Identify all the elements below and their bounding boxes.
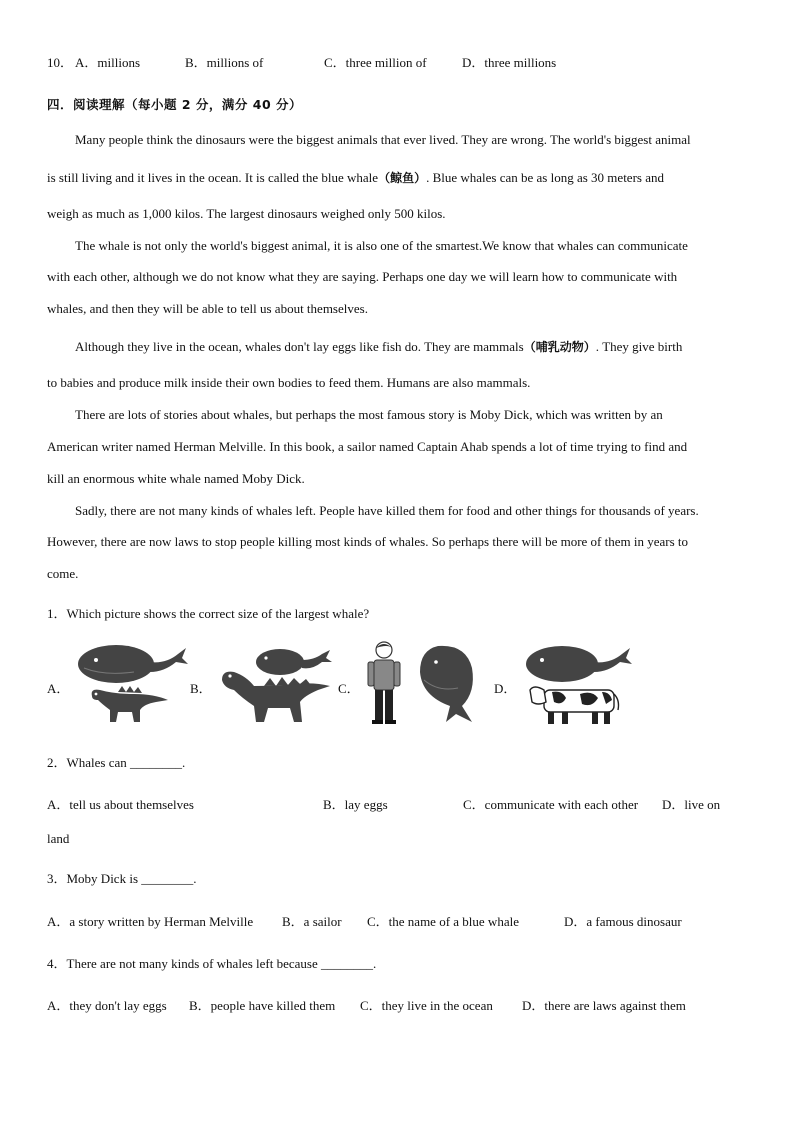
- section-title: 四．阅读理解（每小题 2 分，满分 40 分）: [47, 97, 303, 112]
- passage-p2-line2: with each other, although we do not know what they are saying. Perhaps one day we will learn how to communicate with: [47, 269, 678, 284]
- dinosaur-icon: [92, 686, 168, 722]
- passage-p5-line2: However, there are now laws to stop people killing most kinds of whales. So perhaps there will be more of them in years to: [47, 534, 689, 549]
- q4-option-c[interactable]: C．they live in the ocean: [360, 998, 493, 1013]
- q10-option-d[interactable]: D．three millions: [462, 55, 557, 70]
- q4-stem: 4．There are not many kinds of whales left because ________.: [47, 956, 377, 971]
- whale-icon: [526, 646, 632, 682]
- q1-picture-d[interactable]: [522, 642, 636, 728]
- q1-stem: 1．Which picture shows the correct size of the largest whale?: [47, 606, 370, 621]
- passage-p2-line1: The whale is not only the world's biggest animal, it is also one of the smartest.We know that whales can communicate: [75, 238, 688, 253]
- passage-p2-line3: whales, and then they will be able to tell us about themselves.: [47, 301, 368, 316]
- q1-picture-b[interactable]: [218, 646, 336, 728]
- passage-p1-line1: Many people think the dinosaurs were the biggest animals that ever lived. They are wrong. The world's biggest animal: [75, 132, 691, 147]
- q4-option-d[interactable]: D．there are laws against them: [522, 998, 686, 1013]
- q2-option-d[interactable]: D．live on: [662, 797, 721, 812]
- q2-option-d-wrap: land: [47, 831, 70, 846]
- passage-p1-line2-a: is still living and it lives in the ocean. It is called the blue whale: [47, 170, 379, 185]
- q1-label-c[interactable]: C．: [338, 681, 360, 696]
- passage-p3-line1-b: . They give birth: [595, 339, 683, 354]
- passage-p5-line1: Sadly, there are not many kinds of whales left. People have killed them for food and other things for thousands of years.: [75, 503, 699, 518]
- q1-picture-c[interactable]: [362, 640, 480, 728]
- q10-option-a[interactable]: A．millions: [75, 55, 141, 70]
- passage-p4-line3: kill an enormous white whale named Moby Dick.: [47, 471, 305, 486]
- whale-icon: [78, 645, 188, 683]
- q2-stem: 2．Whales can ________.: [47, 755, 186, 770]
- passage-p4-line2: American writer named Herman Melville. In this book, a sailor named Captain Ahab spends a lot of time trying to find and: [47, 439, 688, 454]
- whale-icon: [256, 649, 332, 675]
- q2-option-a[interactable]: A．tell us about themselves: [47, 797, 194, 812]
- q4-option-a[interactable]: A．they don't lay eggs: [47, 998, 167, 1013]
- q3-option-a[interactable]: A．a story written by Herman Melville: [47, 914, 254, 929]
- passage-p3-line2: to babies and produce milk inside their own bodies to feed them. Humans are also mammals.: [47, 375, 531, 390]
- passage-p1-line3: weigh as much as 1,000 kilos. The largest dinosaurs weighed only 500 kilos.: [47, 206, 446, 221]
- cow-icon: [530, 687, 619, 724]
- whale-icon: [420, 646, 473, 722]
- q1-label-a[interactable]: A．: [47, 681, 70, 696]
- q3-option-c[interactable]: C．the name of a blue whale: [367, 914, 519, 929]
- q3-option-d[interactable]: D．a famous dinosaur: [564, 914, 682, 929]
- q1-label-b[interactable]: B．: [190, 681, 212, 696]
- q2-option-b[interactable]: B．lay eggs: [323, 797, 388, 812]
- q10-number: 10．: [47, 55, 74, 70]
- passage-p1-line2: [47, 169, 664, 186]
- q1-picture-a[interactable]: [74, 642, 190, 728]
- passage-p3-line1-cn: （哺乳动物）: [523, 340, 596, 354]
- man-icon: [368, 642, 400, 724]
- dinosaur-icon: [222, 672, 330, 722]
- q1-label-d[interactable]: D．: [494, 681, 517, 696]
- q3-option-b[interactable]: B．a sailor: [282, 914, 342, 929]
- q4-option-b[interactable]: B．people have killed them: [189, 998, 336, 1013]
- passage-p1-line2-b: . Blue whales can be as long as 30 meters and: [426, 170, 664, 185]
- q10-option-c[interactable]: C．three million of: [324, 55, 427, 70]
- passage-p1-line2-cn: （鲸鱼）: [378, 171, 427, 185]
- passage-p5-line3: come.: [47, 566, 79, 581]
- passage-p3-line1-a: Although they live in the ocean, whales don't lay eggs like fish do. They are mammals: [75, 339, 524, 354]
- passage-p3-line1: [75, 338, 682, 355]
- passage-p4-line1: There are lots of stories about whales, but perhaps the most famous story is Moby Dick, which was written by an: [75, 407, 663, 422]
- q10-row: [47, 52, 73, 71]
- q2-option-c[interactable]: C．communicate with each other: [463, 797, 639, 812]
- q10-option-b[interactable]: B．millions of: [185, 55, 264, 70]
- q3-stem: 3．Moby Dick is ________.: [47, 871, 197, 886]
